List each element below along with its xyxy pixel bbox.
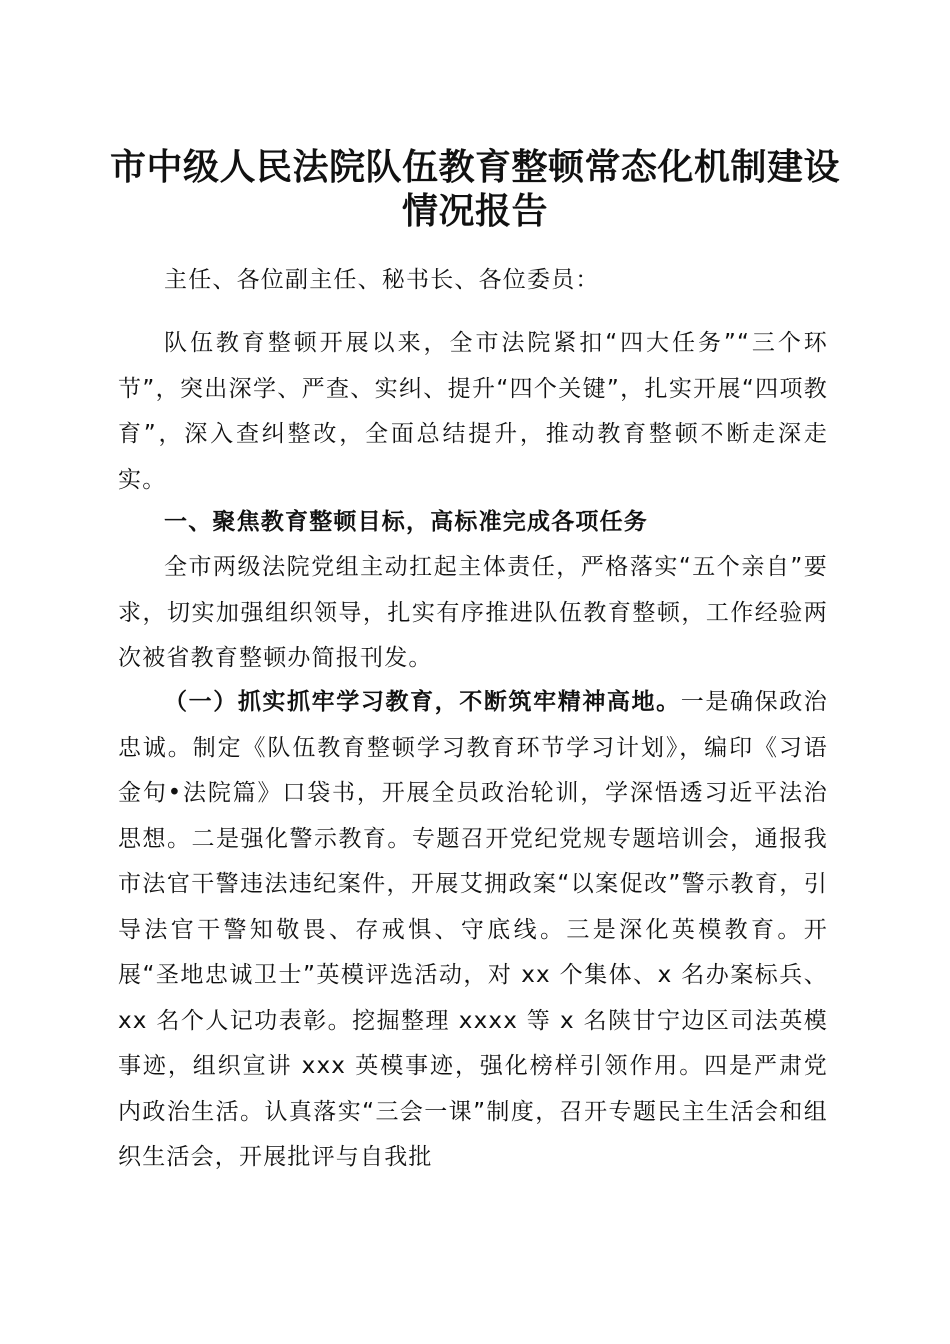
- document-title-line-2: 情况报告: [401, 190, 548, 232]
- document-title-line-1: 市中级人民法院队伍教育整顿常态化机制建设: [109, 146, 840, 188]
- subsection-1-heading: （一）抓实抓牢学习教育，不断筑牢精神高地。: [164, 689, 681, 715]
- intro-paragraph: 队伍教育整顿开展以来，全市法院紧扣“四大任务”“三个环节”，突出深学、严查、实纠、提升“四个关键”，扎实开展“四项教育”，深入查纠整改，全面总结提升，推动教育整顿不断走深走实。: [118, 330, 828, 493]
- subsection-1-paragraph: [118, 680, 828, 1181]
- section-1-paragraph: 全市两级法院党组主动扛起主体责任，严格落实“五个亲自”要求，切实加强组织领导，扎实有序推进队伍教育整顿，工作经验两次被省教育整顿办简报刊发。: [118, 554, 828, 671]
- section-1-heading: 一、聚焦教育整顿目标，高标准完成各项任务: [164, 509, 648, 535]
- subsection-1-body: 一是确保政治忠诚。制定《队伍教育整顿学习教育环节学习计划》，编印《习语金句•法院篇》口袋书，开展全员政治轮训，学深悟透习近平法治思想。二是强化警示教育。专题召开党纪党规专题培训会，通报我市法官干警违法违纪案件，开展艾拥政案“以案促改”警示教育，引导法官干警知敬畏、存戒惧、守底线。三是深化英模教育。开展“圣地忠诚卫士”英模评选活动，对 xx 个集体、x 名办案标兵、xx 名个人记功表彰。挖掘整理 xxxx 等 x 名陕甘宁边区司法英模事迹，组织宣讲 xxx 英模事迹，强化榜样引领作用。四是严肃党内政治生活。认真落实“三会一课”制度，召开专题民主生活会和组织生活会，开展批评与自我批: [118, 689, 829, 1170]
- salutation: 主任、各位副主任、秘书长、各位委员：: [164, 267, 600, 293]
